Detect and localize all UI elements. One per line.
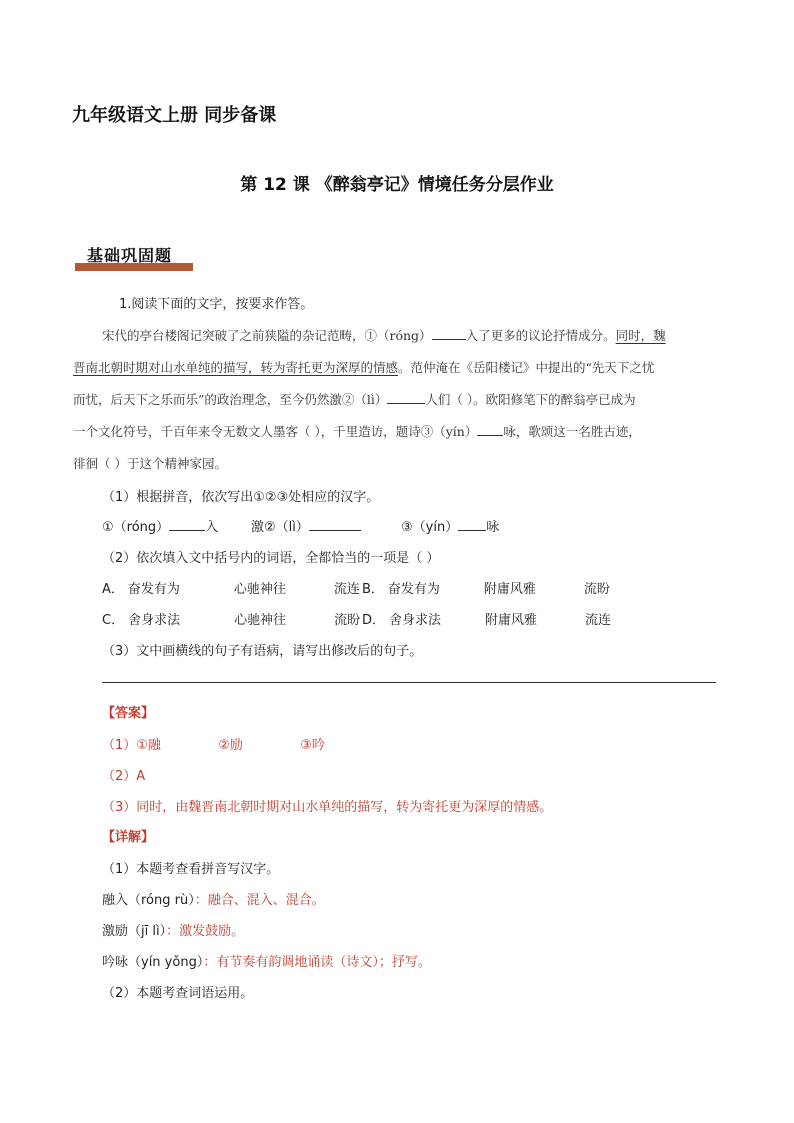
- option-letter: A．: [102, 582, 124, 597]
- answer-1-char-2: ②励: [218, 738, 243, 753]
- answer-2-value: A: [136, 769, 146, 784]
- blank-3-suffix: 咏: [486, 520, 500, 535]
- underlined-sentence: 同时，魏: [615, 328, 666, 343]
- option-word: 流连: [585, 613, 612, 628]
- passage-text: 宋代的亭台楼阁记突破了之前狭隘的杂记范畴，①（róng）: [102, 328, 432, 343]
- passage-text: 而忧，后天下之乐而乐”的政治理念，至今仍然激②（lì）: [73, 392, 388, 407]
- section-heading-label: 基础巩固题: [87, 246, 173, 265]
- blank-2-label: 激②（lì）: [251, 520, 309, 535]
- answer-blank-2[interactable]: [309, 518, 361, 531]
- option-letter: B．: [362, 582, 384, 597]
- answer-3-label: （3）: [102, 800, 137, 815]
- passage-line-3: [73, 390, 636, 408]
- page-header-title: 九年级语文上册 同步备课: [72, 105, 277, 126]
- answer-2-label: （2）: [102, 769, 137, 784]
- blank-3-label: ③（yín）: [401, 520, 459, 535]
- option-word: 流盼: [334, 613, 361, 628]
- option-a[interactable]: [102, 578, 360, 597]
- answer-2: [102, 765, 145, 784]
- term: 吟咏（yín yǒng）: [102, 955, 204, 970]
- passage-text: 入了更多的议论抒情成分。: [465, 328, 616, 343]
- term-definition: ：有节奏有韵调地诵读（诗文）；抒写。: [203, 955, 431, 970]
- option-c[interactable]: [102, 609, 360, 628]
- fill-blank: [387, 391, 425, 404]
- explanation-1: （1）本题考查看拼音写汉字。: [102, 862, 280, 877]
- explanation-2: （2）本题考查词语运用。: [102, 986, 254, 1001]
- blank-1-label: ①（róng）: [102, 520, 170, 535]
- subquestion-1-blank-3: [401, 516, 499, 535]
- answer-1-char-3: ③吟: [300, 738, 325, 753]
- explanation-term-jili: [102, 920, 244, 939]
- term-definition: ：激发鼓励。: [166, 924, 245, 939]
- question-prompt: 1.阅读下面的文字，按要求作答。: [119, 297, 314, 312]
- passage-text: 人们（ ）。欧阳修笔下的醉翁亭已成为: [425, 392, 636, 407]
- subquestion-3: （3）文中画横线的句子有语病，请写出修改后的句子。: [102, 644, 423, 659]
- answer-1-label: （1）: [102, 738, 137, 753]
- option-b[interactable]: [362, 578, 610, 597]
- answer-tag: 【答案】: [102, 706, 155, 721]
- option-word: 流连: [333, 582, 360, 597]
- subquestion-1-blank-2: [251, 516, 361, 535]
- explanation-tag: 【详解】: [102, 830, 155, 845]
- answer-1: [102, 734, 325, 753]
- subquestion-2: （2）依次填入文中括号内的词语，全都恰当的一项是（ ）: [102, 551, 440, 566]
- option-word: 奋发有为: [127, 582, 180, 597]
- term-definition: ：融合、混入、混合。: [194, 893, 325, 908]
- answer-blank-3[interactable]: [458, 518, 486, 531]
- answer-blank-1[interactable]: [169, 518, 205, 531]
- option-word: 附庸风雅: [485, 613, 538, 628]
- option-word: 舍身求法: [389, 613, 442, 628]
- option-word: 心驰神往: [233, 582, 286, 597]
- blank-1-suffix: 入: [205, 520, 219, 535]
- option-word: 心驰神往: [234, 613, 287, 628]
- fill-blank: [477, 423, 503, 436]
- explanation-term-rongru: [102, 889, 325, 908]
- option-letter: C．: [102, 613, 125, 628]
- term: 融入（róng rù）: [102, 893, 195, 908]
- explanation-term-yinyong: [102, 951, 431, 970]
- fill-blank: [432, 327, 466, 340]
- subquestion-1-blanks: [102, 516, 218, 535]
- answer-line[interactable]: [102, 682, 716, 683]
- option-word: 流盼: [583, 582, 610, 597]
- answer-3-value: 同时，由魏晋南北朝时期对山水单纯的描写，转为寄托更为深厚的情感。: [136, 800, 553, 815]
- option-letter: D．: [362, 613, 386, 628]
- option-word: 附庸风雅: [483, 582, 536, 597]
- section-heading: [75, 243, 193, 271]
- passage-line-1: [102, 326, 666, 344]
- term: 激励（jī lì）: [102, 924, 167, 939]
- passage-line-5: 徘徊（ ）于这个精神家园。: [73, 456, 227, 471]
- underlined-sentence: 晋南北朝时期对山水单纯的描写，转为寄托更为深厚的情感: [73, 360, 399, 375]
- passage-text: 一个文化符号，千百年来令无数文人墨客（ ），千里造访，题诗③（yín）: [73, 424, 478, 439]
- passage-text: 。范仲淹在《岳阳楼记》中提出的“先天下之忧: [398, 360, 655, 375]
- lesson-title: 第 12 课 《醉翁亭记》情境任务分层作业: [240, 175, 554, 195]
- subquestion-1: （1）根据拼音，依次写出①②③处相应的汉字。: [102, 490, 380, 505]
- answer-1-char-1: ①融: [136, 738, 161, 753]
- passage-text: 咏，歌颂这一名胜古迹，: [503, 424, 641, 439]
- option-word: 奋发有为: [387, 582, 440, 597]
- passage-line-4: [73, 422, 641, 440]
- answer-3: [102, 796, 552, 815]
- option-word: 舍身求法: [128, 613, 181, 628]
- option-d[interactable]: [362, 609, 611, 628]
- passage-line-2: [73, 358, 654, 376]
